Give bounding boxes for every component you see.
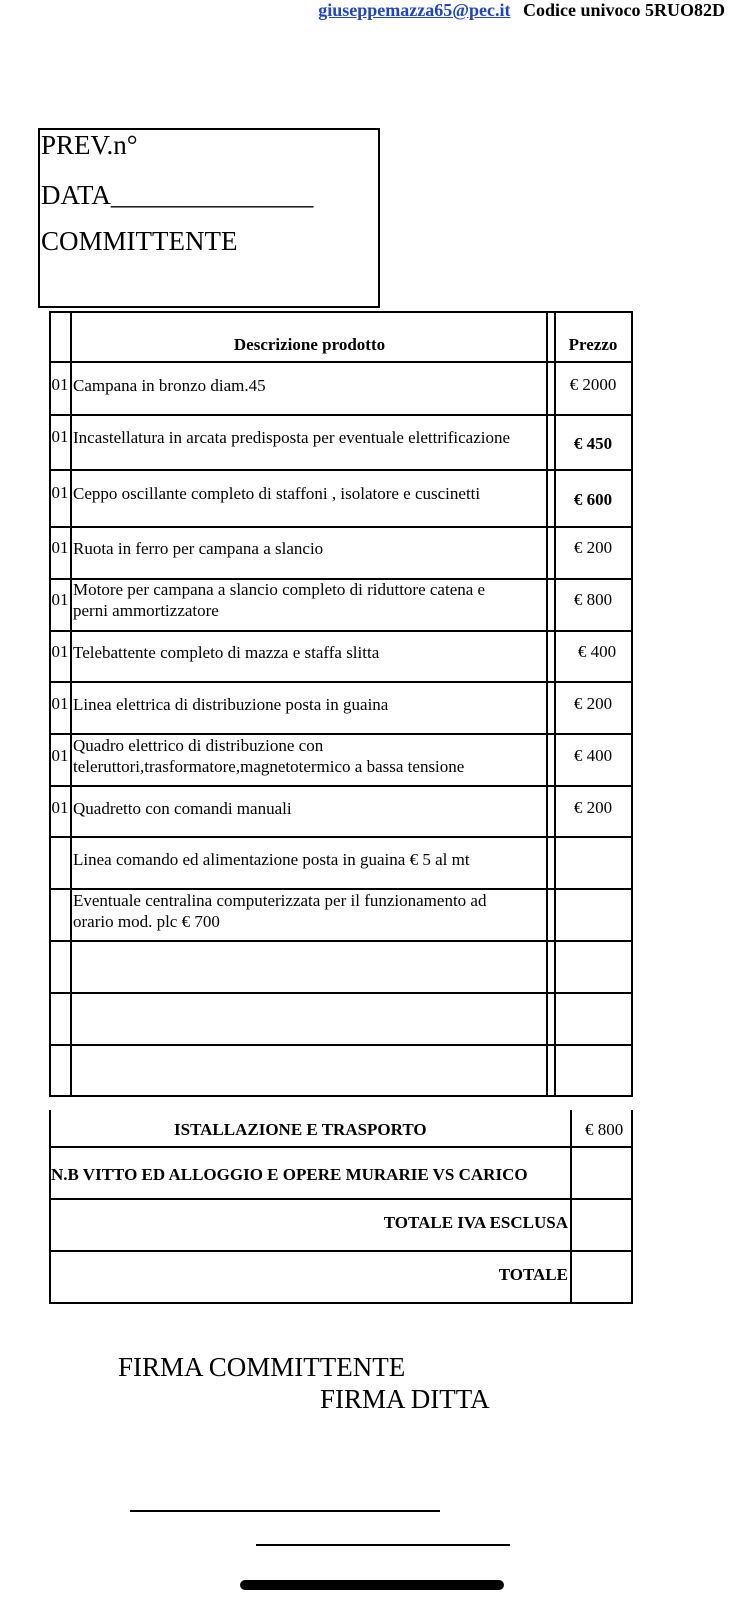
total-label: TOTALE [498,1265,568,1284]
row-quantity: 01 [51,590,69,609]
price-column-header: Prezzo [568,335,618,354]
row-price: € 400 [577,642,617,661]
row-description-line: Eventuale centralina computerizzata per il funzionamento ad [73,891,487,910]
row-price: € 450 [573,434,613,453]
row-price: € 200 [573,694,613,713]
quote-number-label: PREV.n° [41,130,138,160]
row-description: Telebattente completo di mazza e staffa slitta [73,643,380,662]
client-signature-label: FIRMA COMMITTENTE [118,1352,406,1382]
row-price: € 200 [573,798,613,817]
client-signature-line [130,1510,440,1512]
row-price: € 800 [573,590,613,609]
row-description: Incastellatura in arcata predisposta per eventuale elettrificazione [73,428,511,447]
description-column-header: Descrizione prodotto [233,335,386,354]
row-price: € 600 [573,490,613,509]
row-description [73,579,548,621]
company-signature-line [256,1544,510,1546]
row-description: Linea comando ed alimentazione posta in guaina € 5 al mt [73,850,470,869]
row-quantity: 01 [51,375,69,394]
row-quantity: 01 [51,427,69,446]
client-label: COMMITTENTE [41,226,238,256]
unique-code: Codice univoco 5RUO82D [523,0,725,20]
company-signature-label: FIRMA DITTA [320,1384,490,1414]
row-description: Quadretto con comandi manuali [73,799,292,818]
row-description [73,890,548,932]
row-price: € 2000 [569,375,617,394]
row-quantity: 01 [51,483,69,502]
total-excl-vat-label: TOTALE IVA ESCLUSA [383,1213,568,1232]
row-description-line: Motore per campana a slancio completo di riduttore catena e [73,580,486,599]
quote-info-box [38,128,380,308]
row-description [73,735,548,777]
row-quantity: 01 [51,538,69,557]
row-quantity: 01 [51,798,69,817]
products-table [49,311,633,1111]
row-description: Ceppo oscillante completo di staffoni , isolatore e cuscinetti [73,484,481,503]
row-description-line: perni ammortizzatore [73,601,219,620]
installation-price: € 800 [585,1120,624,1139]
row-quantity: 01 [51,642,69,661]
row-description: Campana in bronzo diam.45 [73,376,266,395]
row-description-line: orario mod. plc € 700 [73,912,220,931]
row-price: € 200 [573,538,613,557]
row-description-line: Quadro elettrico di distribuzione con [73,736,324,755]
totals-table [49,1110,633,1304]
row-description: Ruota in ferro per campana a slancio [73,539,324,558]
installation-label: ISTALLAZIONE E TRASPORTO [174,1120,427,1139]
date-label: DATA_______________ [41,180,314,210]
row-quantity: 01 [51,746,69,765]
row-quantity: 01 [51,694,69,713]
document-header [318,0,725,26]
home-indicator[interactable] [240,1580,504,1590]
row-price: € 400 [573,746,613,765]
note-label: N.B VITTO ED ALLOGGIO E OPERE MURARIE VS CARICO [51,1165,528,1184]
row-description: Linea elettrica di distribuzione posta in guaina [73,695,389,714]
email-link[interactable]: giuseppemazza65@pec.it [318,0,511,20]
row-description-line: teleruttori,trasformatore,magnetotermico a bassa tensione [73,757,465,776]
